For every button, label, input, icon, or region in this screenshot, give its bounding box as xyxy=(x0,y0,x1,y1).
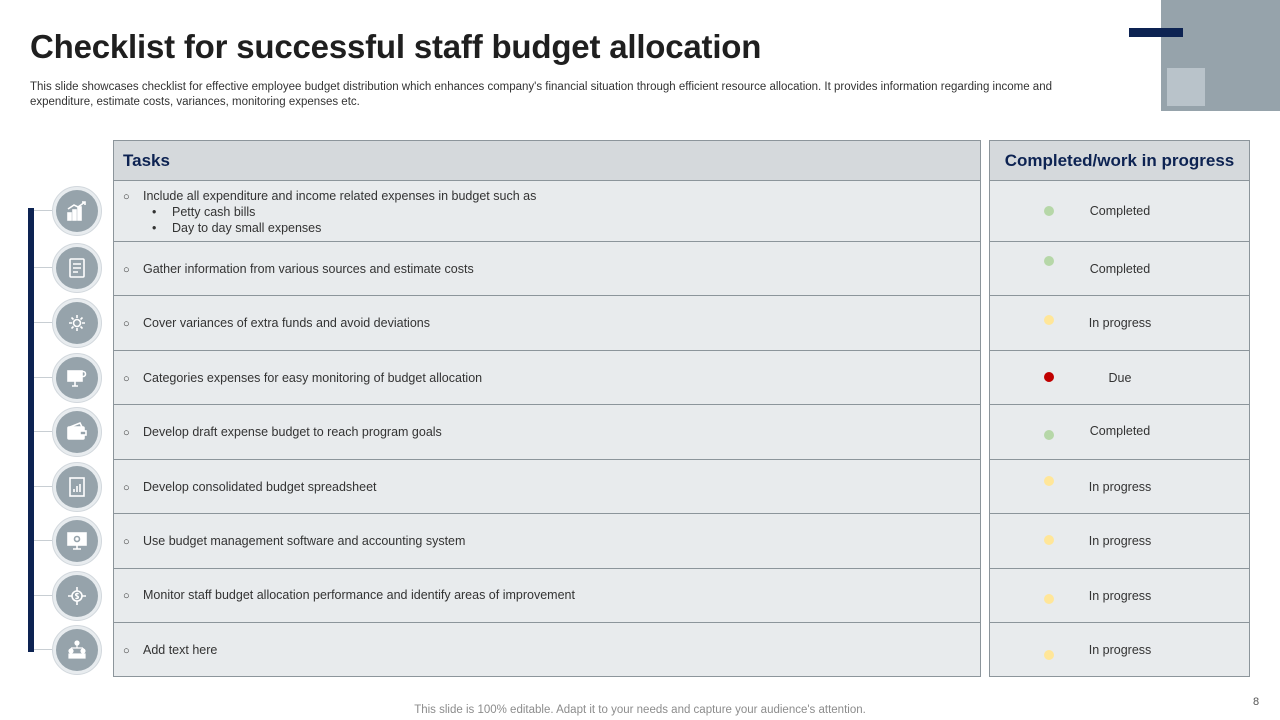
task-item: ○ Add text here xyxy=(123,643,218,657)
status-indicator xyxy=(1044,256,1054,266)
status-indicator xyxy=(1044,372,1054,382)
table-row xyxy=(114,296,980,351)
table-row xyxy=(114,623,980,677)
status-indicator xyxy=(1044,594,1054,604)
icon-item xyxy=(52,298,102,348)
status-row xyxy=(990,181,1249,242)
table-row xyxy=(114,569,980,623)
connector-line xyxy=(34,595,52,596)
icon-item xyxy=(52,625,102,675)
task-item: ○ Use budget management software and accounting system xyxy=(123,534,466,548)
status-row xyxy=(990,514,1249,569)
status-label: Due xyxy=(1108,371,1132,385)
table-row xyxy=(114,181,980,242)
task-item: ○ Gather information from various sources and estimate costs xyxy=(123,262,474,276)
status-label: Completed xyxy=(1089,204,1151,218)
connector-line xyxy=(34,210,52,211)
status-label: In progress xyxy=(1088,316,1152,330)
status-indicator xyxy=(1044,315,1054,325)
table-row xyxy=(114,405,980,460)
connector-line xyxy=(34,431,52,432)
status-indicator xyxy=(1044,650,1054,660)
status-label: Completed xyxy=(1089,262,1151,276)
status-indicator xyxy=(1044,476,1054,486)
connector-line xyxy=(34,649,52,650)
status-row xyxy=(990,351,1249,405)
tasks-table xyxy=(113,140,981,677)
status-label: In progress xyxy=(1088,589,1152,603)
status-label: In progress xyxy=(1088,534,1152,548)
decorative-square xyxy=(1167,68,1205,106)
status-label: In progress xyxy=(1088,480,1152,494)
task-item: ○ Monitor staff budget allocation performance and identify areas of improvement xyxy=(123,588,575,602)
status-label: Completed xyxy=(1089,424,1151,438)
sub-item: • Petty cash bills xyxy=(152,205,256,219)
footer-note: This slide is 100% editable. Adapt it to your needs and capture your audience's attention. xyxy=(414,704,866,716)
connector-line xyxy=(34,377,52,378)
team-hierarchy-icon xyxy=(56,629,98,671)
task-item: ○ Categories expenses for easy monitoring of budget allocation xyxy=(123,371,483,385)
task-item: ○ Include all expenditure and income related expenses in budget such as xyxy=(123,189,537,203)
decorative-bar xyxy=(1129,28,1183,37)
document-report-icon xyxy=(56,247,98,289)
connector-line xyxy=(34,267,52,268)
icon-item xyxy=(52,571,102,621)
status-row xyxy=(990,405,1249,460)
connector-line xyxy=(34,540,52,541)
table-row xyxy=(114,351,980,405)
icon-item xyxy=(52,243,102,293)
connector-line xyxy=(34,322,52,323)
table-row xyxy=(114,460,980,514)
tasks-header: Tasks xyxy=(114,141,980,181)
connector-line xyxy=(34,486,52,487)
status-row xyxy=(990,460,1249,514)
network-dollar-icon xyxy=(56,575,98,617)
task-item: ○ Develop consolidated budget spreadsheet xyxy=(123,480,377,494)
spreadsheet-chart-icon xyxy=(56,466,98,508)
status-header: Completed/work in progress xyxy=(990,141,1249,181)
icon-item xyxy=(52,462,102,512)
status-indicator xyxy=(1044,206,1054,216)
slide-title: Checklist for successful staff budget allocation xyxy=(30,28,762,65)
status-indicator xyxy=(1044,430,1054,440)
status-indicator xyxy=(1044,535,1054,545)
gear-cycle-icon xyxy=(56,302,98,344)
table-row xyxy=(114,242,980,296)
status-table xyxy=(989,140,1250,677)
status-row xyxy=(990,569,1249,623)
sub-item: • Day to day small expenses xyxy=(152,221,322,235)
icon-item xyxy=(52,407,102,457)
status-row xyxy=(990,296,1249,351)
task-item: ○ Develop draft expense budget to reach program goals xyxy=(123,425,442,439)
page-number: 8 xyxy=(1253,696,1260,708)
task-item: ○ Cover variances of extra funds and avoid deviations xyxy=(123,316,430,330)
status-row xyxy=(990,242,1249,296)
icon-item xyxy=(52,516,102,566)
table-row xyxy=(114,514,980,569)
icon-item xyxy=(52,186,102,236)
presentation-gear-icon xyxy=(56,357,98,399)
slide-subtitle: This slide showcases checklist for effective employee budget distribution which enhances company's financial situation through efficient resource allocation. It provides information regarding income and expenditure, estimate costs, variances, monitoring expenses etc. xyxy=(30,81,1052,108)
timeline-bar xyxy=(28,208,34,652)
icon-item xyxy=(52,353,102,403)
status-label: In progress xyxy=(1088,643,1152,657)
monitor-software-icon xyxy=(56,520,98,562)
finance-growth-icon xyxy=(56,190,98,232)
status-row xyxy=(990,623,1249,677)
wallet-icon xyxy=(56,411,98,453)
